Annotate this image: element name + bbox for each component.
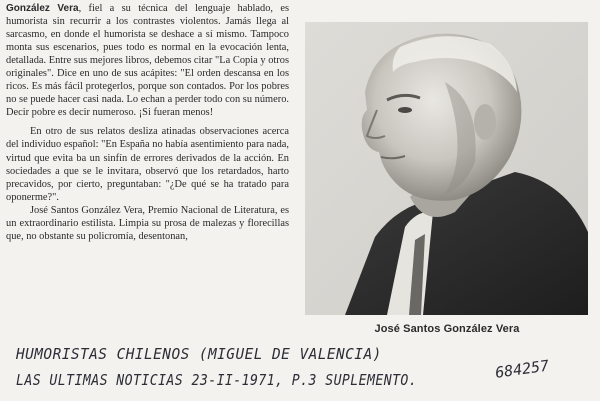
paragraph-3: José Santos González Vera, Premio Nacional de Literatura, es un extraordinario estilista. Limpia su prosa de malezas y florecillas que, no obstante su policromía, desentonan, xyxy=(6,204,289,242)
handwritten-note-line-1: HUMORISTAS CHILENOS (MIGUEL DE VALENCIA) xyxy=(16,345,382,363)
paragraph-2: En otro de sus relatos desliza atinadas observaciones acerca del individuo español: "En España no había asentimiento para nada, virtud que evita ba un sinfín de errores derivados de la acción. En sociedades a que se le invitara, observó que los retardados, harto precavidos, por cierto, preguntaban: "¿De qué se ha tratado para oponerme?". xyxy=(6,126,289,203)
handwritten-note-line-2: LAS ULTIMAS NOTICIAS 23-II-1971, P.3 SUPLEMENTO. xyxy=(16,371,418,389)
lead-author-name: González Vera xyxy=(6,3,79,14)
paragraph-1-text: , fiel a su técnica del lenguaje hablado, es humorista sin recurrir a los contrastes violentos. Jamás llega al sarcasmo, en donde el humorista se deshace a sí mismo. Tampoco monta sus escenarios, pues todo es normal en la evocación lenta, detallada. Entre sus mejores libros, debemos citar "La Copia y otros originales". Dice en uno de sus acápites: "El orden descansa en los ricos. Es más fácil protegerlos, porque son contados. Por los pobres no se puede hacer casi nada. Lo echan a perder todo con su número. Decir pobre es decir numeroso. ¡Si fueran menos! xyxy=(6,3,290,119)
author-portrait-photo xyxy=(305,22,588,315)
photo-caption: José Santos González Vera xyxy=(374,323,520,335)
paragraph-1 xyxy=(6,2,289,119)
portrait-image xyxy=(305,22,588,315)
handwritten-catalog-number: 684257 xyxy=(494,356,551,382)
article-column xyxy=(6,2,289,243)
